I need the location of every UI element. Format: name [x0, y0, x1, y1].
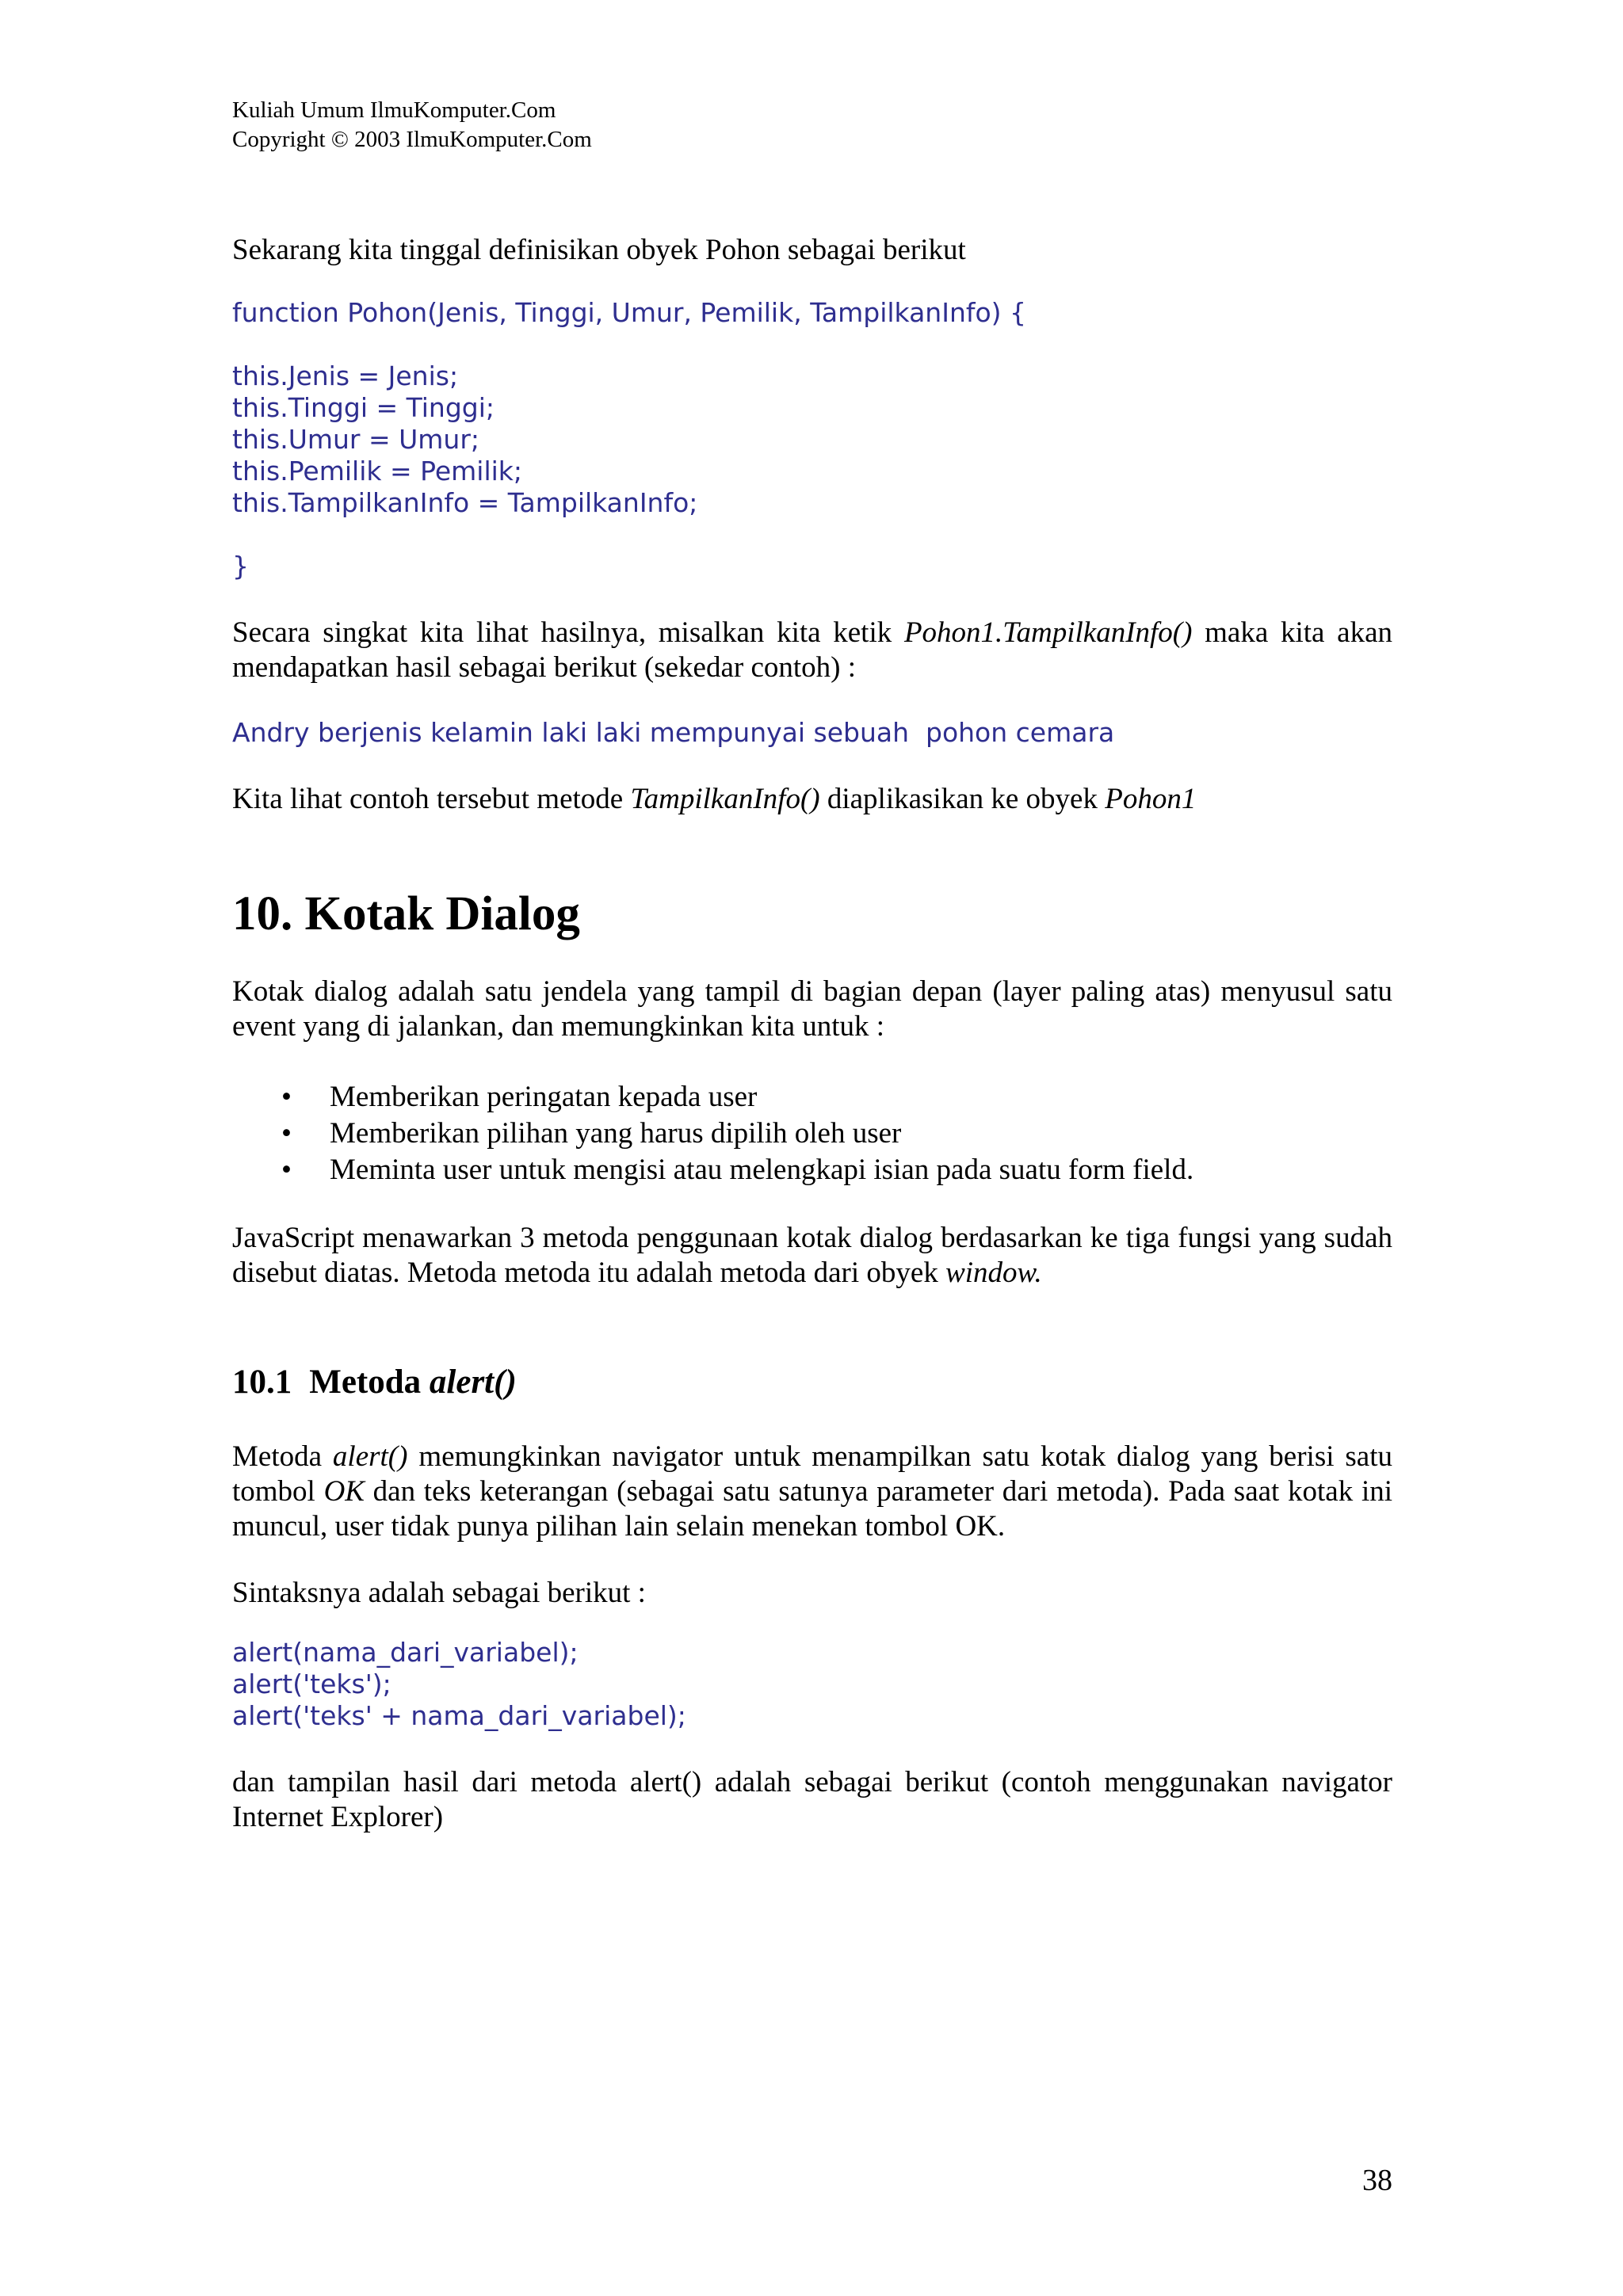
alert-desc-italic: OK	[323, 1475, 365, 1508]
result-text-before: Secara singkat kita lihat hasilnya, misalkan kita ketik	[232, 616, 904, 649]
page-header	[232, 96, 592, 154]
list-item-text: Memberikan pilihan yang harus dipilih oleh user	[330, 1117, 902, 1150]
code-line: alert('teks');	[232, 1669, 391, 1699]
header-line-1: Kuliah Umum IlmuKomputer.Com	[232, 97, 556, 123]
code-line: this.Pemilik = Pemilik;	[232, 456, 523, 486]
list-item	[232, 1079, 1392, 1116]
code-line: this.Jenis = Jenis;	[232, 360, 459, 391]
code-line: alert(nama_dari_variabel);	[232, 1637, 579, 1668]
subsection-title-italic: alert()	[429, 1363, 517, 1401]
js-paragraph-italic: window.	[945, 1257, 1042, 1289]
alert-desc-text: dan teks keterangan (sebagai satu satunya parameter dari metoda). Pada saat kotak ini muncul, user tidak punya pilihan lain selain menekan tombol OK.	[232, 1475, 1393, 1543]
section-intro-paragraph	[232, 974, 1392, 1044]
method-text-before: Kita lihat contoh tersebut metode	[232, 783, 631, 815]
js-paragraph-text: JavaScript menawarkan 3 metoda penggunaan kotak dialog berdasarkan ke tiga fungsi yang sudah disebut diatas. Metoda metoda itu adalah metoda dari obyek	[232, 1222, 1392, 1289]
method-text-middle: diaplikasikan ke obyek	[819, 783, 1106, 815]
subsection-number: 10.1	[232, 1363, 292, 1401]
subsection-title: Metoda	[309, 1363, 430, 1401]
code-block-syntax	[232, 1637, 1392, 1732]
method-text-italic-2: Pohon1	[1105, 783, 1197, 815]
code-line: this.TampilkanInfo = TampilkanInfo;	[232, 487, 698, 518]
method-paragraph	[232, 782, 1392, 817]
bullet-icon: •	[281, 1154, 292, 1186]
code-function-open: function Pohon(Jenis, Tinggi, Umur, Pemilik, TampilkanInfo) {	[232, 297, 1027, 328]
list-item-text: Memberikan peringatan kepada user	[330, 1081, 758, 1113]
intro-paragraph	[232, 233, 1392, 268]
example-output	[232, 717, 1392, 749]
javascript-paragraph	[232, 1221, 1392, 1291]
closing-text: dan tampilan hasil dari metoda alert() adalah sebagai berikut (contoh menggunakan navigator Internet Explorer)	[232, 1766, 1392, 1833]
alert-description-paragraph	[232, 1440, 1392, 1544]
result-text-after: maka kita akan mendapatkan hasil sebagai berikut (sekedar contoh) :	[232, 616, 1392, 684]
syntax-intro-paragraph	[232, 1576, 1392, 1611]
code-line: alert('teks' + nama_dari_variabel);	[232, 1700, 686, 1731]
code-block-function	[232, 297, 1392, 582]
section-title: 10. Kotak Dialog	[232, 887, 580, 940]
section-heading	[232, 887, 1392, 942]
header-line-2: Copyright © 2003 IlmuKomputer.Com	[232, 127, 592, 152]
list-item-text: Meminta user untuk mengisi atau melengkapi isian pada suatu form field.	[330, 1154, 1194, 1186]
intro-text: Sekarang kita tinggal definisikan obyek Pohon sebagai berikut	[232, 234, 966, 266]
closing-paragraph	[232, 1765, 1392, 1835]
result-paragraph	[232, 616, 1392, 685]
example-output-text: Andry berjenis kelamin laki laki mempunyai sebuah pohon cemara	[232, 717, 1115, 748]
code-line: this.Umur = Umur;	[232, 424, 480, 455]
code-line: this.Tinggi = Tinggi;	[232, 392, 495, 423]
result-text-italic: Pohon1.TampilkanInfo()	[903, 616, 1193, 649]
section-intro-text: Kotak dialog adalah satu jendela yang tampil di bagian depan (layer paling atas) menyusul satu event yang di jalankan, dan memungkinkan kita untuk :	[232, 975, 1392, 1043]
code-function-close: }	[232, 551, 249, 582]
bullet-list	[232, 1079, 1392, 1188]
alert-desc-text: Metoda	[232, 1440, 333, 1473]
bullet-icon: •	[281, 1081, 292, 1113]
bullet-icon: •	[281, 1117, 292, 1150]
list-item	[232, 1116, 1392, 1152]
syntax-intro-text: Sintaksnya adalah sebagai berikut :	[232, 1577, 646, 1609]
page-number: 38	[1362, 2164, 1392, 2197]
alert-desc-italic: alert()	[332, 1440, 408, 1473]
list-item	[232, 1152, 1392, 1188]
document-page	[232, 0, 1392, 2296]
alert-desc-text: memungkinkan navigator untuk menampilkan satu kotak dialog yang berisi satu tombol	[232, 1440, 1392, 1508]
method-text-italic-1: TampilkanInfo()	[630, 783, 820, 815]
subsection-heading	[232, 1363, 1392, 1402]
